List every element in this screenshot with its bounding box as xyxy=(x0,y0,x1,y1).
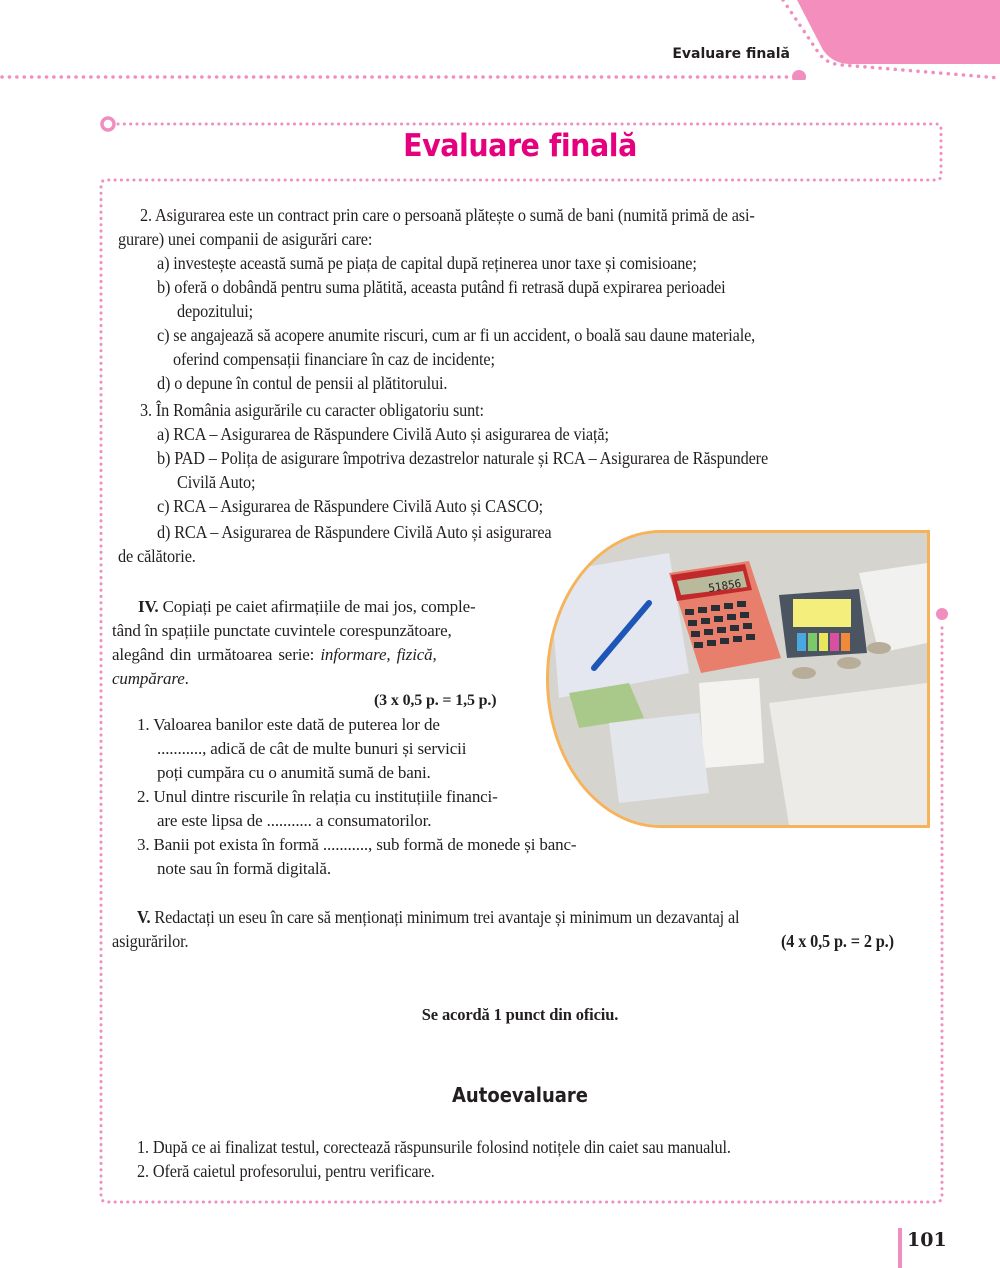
q2-option-c-line1: c) se angajează să acopere anumite riscuri, cum ar fi un accident, o boală sau daune materiale, xyxy=(157,325,756,345)
section5-line1-text: Redactați un eseu în care să menționați minimum trei avantaje și minimum un dezavantaj al xyxy=(150,907,740,927)
q3-option-a: a) RCA – Asigurarea de Răspundere Civilă Auto și asigurarea de viață; xyxy=(157,424,609,444)
q3-option-c: c) RCA – Asigurarea de Răspundere Civilă Auto și CASCO; xyxy=(157,496,544,516)
self-eval-item-2: 2. Oferă caietul profesorului, pentru verificare. xyxy=(137,1161,435,1181)
q3-option-b-line2: Civilă Auto; xyxy=(177,472,256,492)
section4-item3-line1: 3. Banii pot exista în formă ..........., sub formă de monede și banc- xyxy=(137,835,577,854)
self-eval-item-1: 1. După ce ai finalizat testul, corectează răspunsurile folosind notițele din caiet sau manualul. xyxy=(137,1137,731,1157)
section5-line1 xyxy=(137,905,739,929)
section4-word-options: informare, fizică, xyxy=(320,645,437,664)
title-ring-icon xyxy=(102,118,114,130)
photo-illustration xyxy=(549,533,927,825)
q2-option-c-line2: oferind compensații financiare în caz de incidente; xyxy=(173,349,495,369)
q2-stem-line2: gurare) unei companii de asigurări care: xyxy=(118,229,373,249)
section5-numeral: V. xyxy=(137,907,151,927)
section4-intro-line1 xyxy=(138,595,475,619)
frame-dot-icon xyxy=(936,608,948,620)
section4-score: (3 x 0,5 p. = 1,5 p.) xyxy=(374,692,497,709)
q2-stem-line1: 2. Asigurarea este un contract prin care o persoană plătește o sumă de bani (numită primă de asi- xyxy=(140,205,755,225)
section4-line3-prefix: alegând din următoarea serie: xyxy=(112,645,321,664)
page-number-bar xyxy=(898,1228,902,1268)
calculator-display: 51856 xyxy=(707,576,743,595)
documents xyxy=(769,683,927,825)
q2-option-a: a) investește această sumă pe piața de capital după reținerea unor taxe și comisioane; xyxy=(157,253,697,273)
q3-option-d-line1: d) RCA – Asigurarea de Răspundere Civilă Auto și asigurarea xyxy=(157,522,552,542)
page-title: Evaluare finală xyxy=(403,128,637,164)
section4-numeral: IV. xyxy=(138,597,159,616)
section4-item2-line2: are este lipsa de ........... a consumatorilor. xyxy=(157,811,432,830)
q3-option-b-line1: b) PAD – Polița de asigurare împotriva dezastrelor naturale și RCA – Asigurarea de Răspundere xyxy=(157,448,769,468)
section4-item1-line3: poți cumpăra cu o anumită sumă de bani. xyxy=(157,763,431,782)
bonus-points-note: Se acordă 1 punct din oficiu. xyxy=(421,1005,619,1024)
section4-intro-line2: tând în spațiile punctate cuvintele corespunzătoare, xyxy=(112,621,452,640)
section4-item1-line2: ..........., adică de cât de multe bunuri și servicii xyxy=(157,739,467,758)
section4-word-option-last: cumpărare xyxy=(112,669,185,688)
q2-option-b-line2: depozitului; xyxy=(177,301,254,321)
section4-line1-text: Copiați pe caiet afirmațiile de mai jos, comple- xyxy=(158,597,476,616)
self-evaluation-title: Autoevaluare xyxy=(451,1083,589,1107)
finance-desk-photo xyxy=(546,530,930,828)
q2-option-d: d) o depune în contul de pensii al plătitorului. xyxy=(157,373,448,393)
q3-option-d-line2: de călătorie. xyxy=(118,546,196,566)
q3-stem: 3. În România asigurările cu caracter obligatoriu sunt: xyxy=(140,400,484,420)
section4-item1-line1: 1. Valoarea banilor este dată de puterea lor de xyxy=(137,715,440,734)
q2-option-b-line1: b) oferă o dobândă pentru suma plătită, aceasta putând fi retrasă după expirarea perioadei xyxy=(157,277,726,297)
section5-score: (4 x 0,5 p. = 2 p.) xyxy=(781,931,894,951)
section5-line2: asigurărilor. xyxy=(112,931,189,951)
section4-line4-suffix: . xyxy=(184,669,189,688)
page-number: 101 xyxy=(907,1229,947,1251)
receipt xyxy=(699,678,764,768)
section4-item2-line1: 2. Unul dintre riscurile în relația cu instituțiile financi- xyxy=(137,787,498,806)
section4-intro-line4 xyxy=(112,667,189,691)
running-head-title: Evaluare finală xyxy=(672,46,790,62)
section4-intro-line3 xyxy=(112,643,437,667)
section4-item3-line2: note sau în formă digitală. xyxy=(157,859,331,878)
